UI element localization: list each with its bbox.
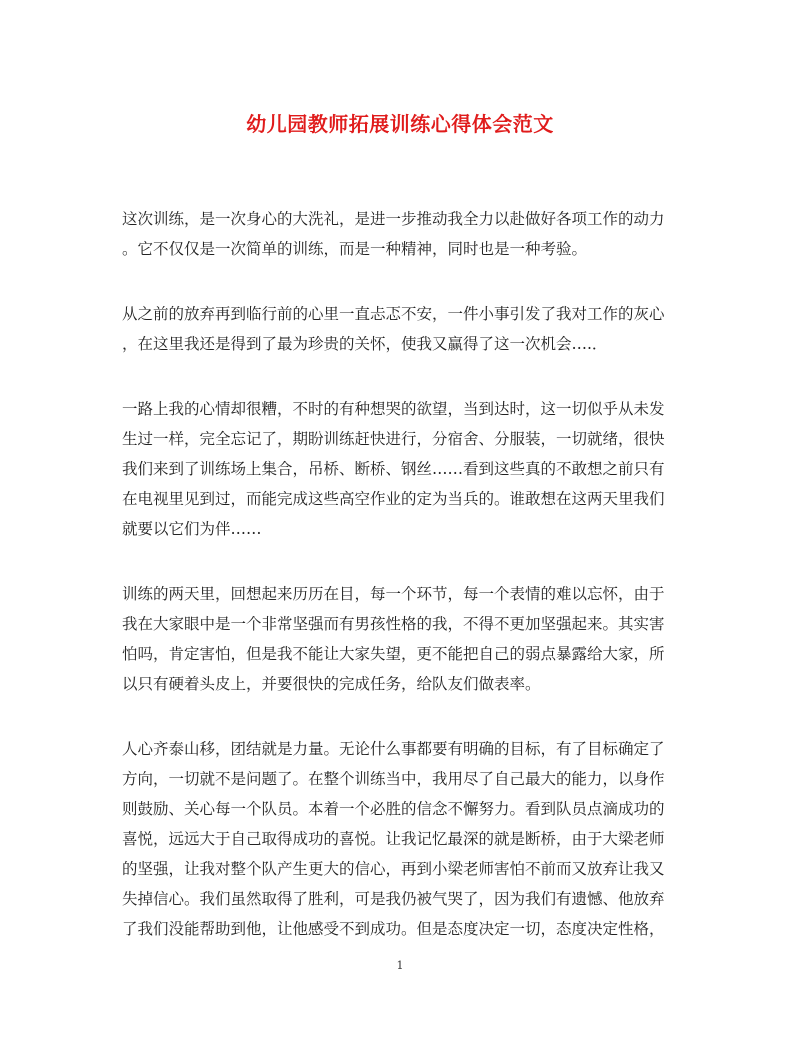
paragraph-line: 方向，一切就不是问题了。在整个训练当中，我用尽了自己最大的能力，以身作: [122, 770, 665, 788]
paragraph-line: 我们来到了训练场上集合，吊桥、断桥、钢丝……看到这些真的不敢想之前只有: [122, 460, 665, 478]
paragraph-line: 的坚强，让我对整个队产生更大的信心，再到小梁老师害怕不前而又放弃让我又: [122, 860, 665, 878]
document-title: 幼儿园教师拓展训练心得体会范文: [246, 112, 554, 136]
paragraph-line: 则鼓励、关心每一个队员。本着一个必胜的信念不懈努力。看到队员点滴成功的: [122, 800, 665, 818]
paragraph-line: 从之前的放弃再到临行前的心里一直忐忑不安，一件小事引发了我对工作的灰心: [122, 305, 665, 323]
paragraph-line: 。它不仅仅是一次简单的训练，而是一种精神，同时也是一种考验。: [122, 240, 588, 258]
paragraph-line: 训练的两天里，回想起来历历在目，每一个环节，每一个表情的难以忘怀，由于: [122, 585, 665, 603]
paragraph-line: 了我们没能帮助到他，让他感受不到成功。但是态度决定一切，态度决定性格，: [122, 920, 665, 938]
paragraph-line: 失掉信心。我们虽然取得了胜利，可是我仍被气哭了，因为我们有遗憾、他放弃: [122, 890, 665, 908]
paragraph-line: 怕吗，肯定害怕，但是我不能让大家失望，更不能把自己的弱点暴露给大家，所: [122, 645, 665, 663]
paragraph-line: 人心齐泰山移，团结就是力量。无论什么事都要有明确的目标，有了目标确定了: [122, 740, 665, 758]
paragraph-line: 以只有硬着头皮上，并要很快的完成任务，给队友们做表率。: [122, 675, 541, 693]
paragraph-line: 在电视里见到过，而能完成这些高空作业的定为当兵的。谁敢想在这两天里我们: [122, 490, 665, 508]
paragraph: [122, 299, 682, 359]
page-number: 1: [396, 959, 404, 972]
paragraph-line: 就要以它们为伴……: [122, 520, 262, 538]
paragraph-line: 生过一样，完全忘记了，期盼训练赶快进行，分宿舍、分服装，一切就绪，很快: [122, 430, 665, 448]
paragraph: [122, 394, 682, 544]
paragraph-line: 一路上我的心情却很糟，不时的有种想哭的欲望，当到达时，这一切似乎从未发: [122, 400, 665, 418]
paragraph-line: 这次训练，是一次身心的大洗礼，是进一步推动我全力以赴做好各项工作的动力: [122, 210, 665, 228]
paragraph-line: 喜悦，远远大于自己取得成功的喜悦。让我记忆最深的就是断桥，由于大梁老师: [122, 830, 665, 848]
paragraph: [122, 734, 682, 944]
paragraph-line: ，在这里我还是得到了最为珍贵的关怀，使我又赢得了这一次机会….．: [122, 335, 608, 353]
paragraph: [122, 579, 682, 699]
document-body: [122, 204, 682, 979]
paragraph: [122, 204, 682, 264]
paragraph-line: 我在大家眼中是一个非常坚强而有男孩性格的我，不得不更加坚强起来。其实害: [122, 615, 665, 633]
